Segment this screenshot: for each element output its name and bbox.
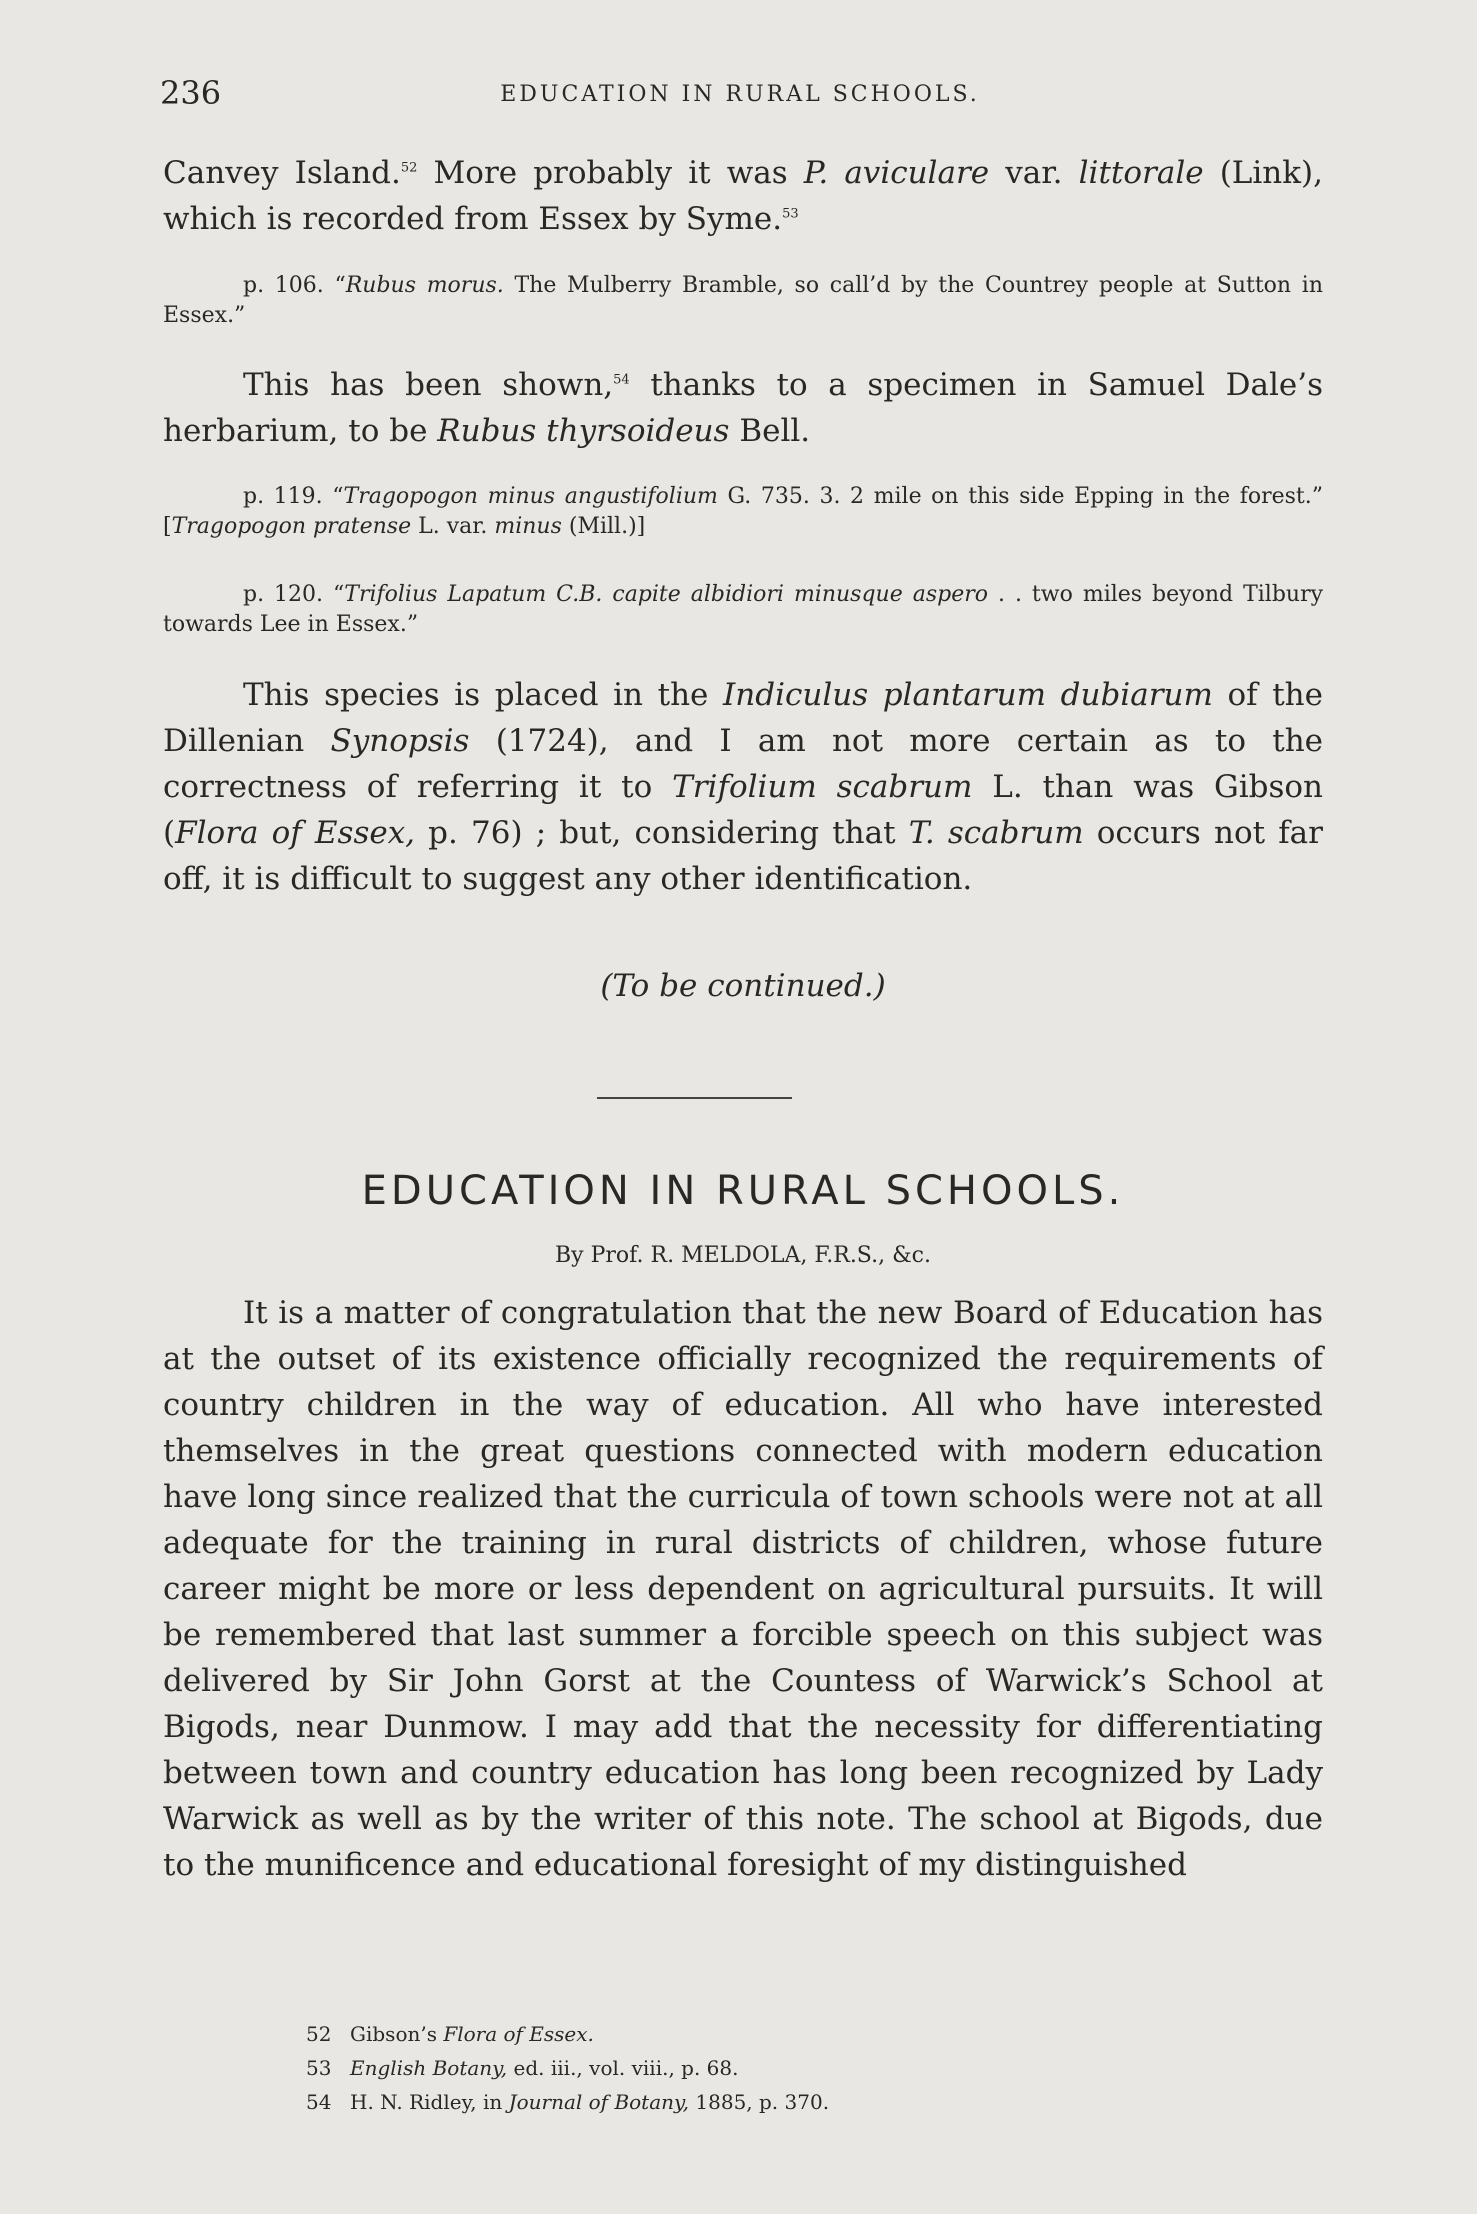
paragraph-education: It is a matter of congratulation that the new Board of Education has at the outset of its existence officially recognized the requirements of country children in the way of education. All who have interested themselves in the great questions connected with modern education have long since realized that the curricula of town schools were not at all adequate for the training in rural districts of children, whose future career might be more or less dependent on agricultural pursuits. It will be remembered that last summer a forcible speech on this subject was delivered by Sir John Gorst at the Countess of Warwick’s School at Bigods, near Dunmow. I may add that the necessity for differentiating between town and country education has long been recognized by Lady Warwick as well as by the writer of this note. The school at Bigods, due to the munificence and educational foresight of my distinguished — [163, 1295, 1323, 1883]
quote-rubus-morus: p. 106. “Rubus morus. The Mulberry Bramble, so call’d by the Countrey people at Sutton in Essex.” — [163, 273, 1324, 328]
quote-tragopogon: p. 119. “Tragopogon minus angustifolium G. 735. 3. 2 mile on this side Epping in the forest.” [Tragopogon pratense L. var. minus (Mill.)] — [163, 484, 1323, 539]
article-title-block — [163, 1168, 1323, 1214]
footnote-53: 53 English Botany, ed. iii., vol. viii., p. 68. — [306, 2056, 739, 2080]
running-header — [160, 74, 1320, 114]
article-title: EDUCATION IN RURAL SCHOOLS. — [361, 1168, 1125, 1214]
footnote-ref-54: 54 — [613, 372, 630, 388]
paragraph-dale-herbarium: This has been shown,$^{54}$ thanks to a specimen in Samuel Dale’s herbarium, to be Rubus thyrsoideus Bell. — [163, 367, 1323, 449]
byline-block — [163, 1243, 1323, 1268]
paragraph-species-placement: This species is placed in the Indiculus plantarum dubiarum of the Dillenian Synopsis (1724), and I am not more certain as to the correctness of referring it to Trifolium scabrum L. than was Gibson (Flora of Essex, p. 76) ; but, considering that T. scabrum occurs not far off, it is difficult to suggest any other identification. — [163, 677, 1324, 897]
footnote-ref-52: 52 — [400, 160, 418, 176]
page-number: 236 — [160, 74, 222, 112]
to-be-continued: (To be continued.) — [600, 968, 886, 1004]
byline: By Prof. R. MELDOLA, F.R.S., &c. — [555, 1243, 931, 1268]
footnote-54: 54 H. N. Ridley, in Journal of Botany, 1885, p. 370. — [306, 2090, 830, 2114]
footnote-52: 52 Gibson’s Flora of Essex. — [306, 2022, 594, 2046]
footnote-ref-53: 53 — [782, 206, 799, 222]
footnotes — [306, 2017, 1306, 2119]
section-divider — [597, 1097, 792, 1099]
paragraph-canvey: Canvey Island.$^{52}$ More probably it was P. aviculare var. littorale (Link), which is recorded from Essex by Syme.$^{53}$ — [163, 155, 1323, 237]
quote-trifolius: p. 120. “Trifolius Lapatum C.B. capite albidiori minusque aspero . . two miles beyond Tilbury towards Lee in Essex.” — [163, 582, 1324, 637]
running-head-title: EDUCATION IN RURAL SCHOOLS. — [500, 82, 980, 107]
